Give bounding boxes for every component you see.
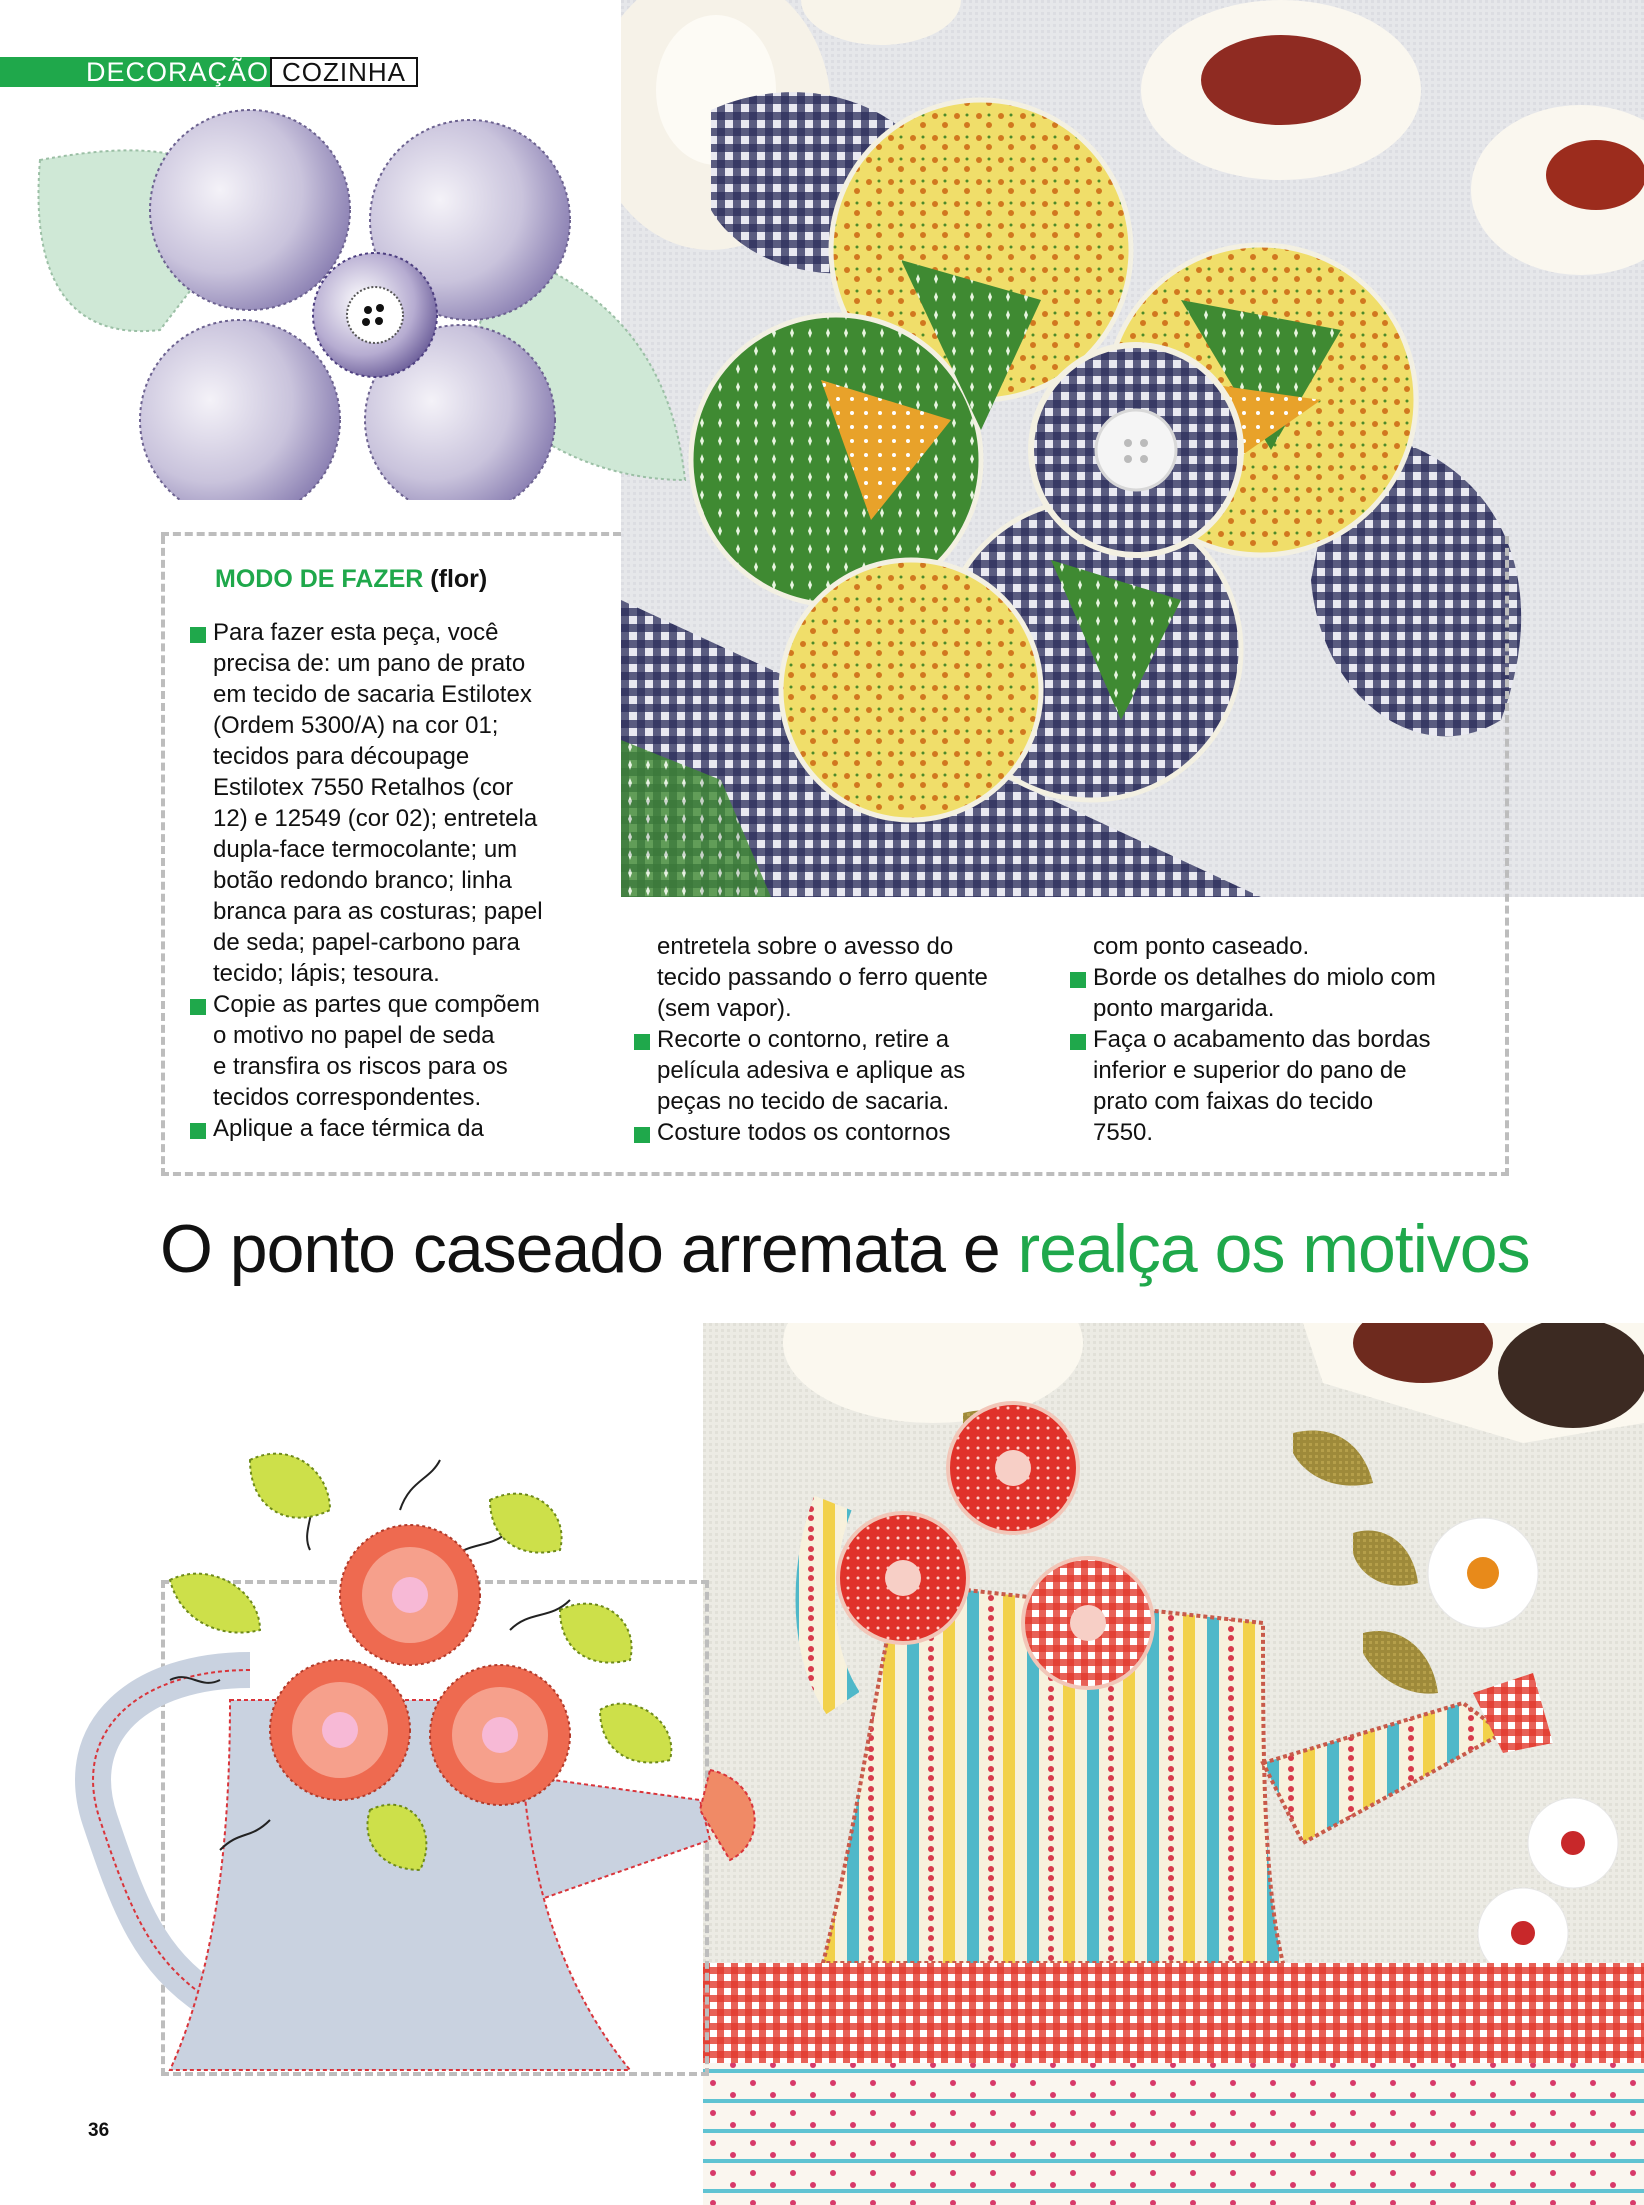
instruction-item: Copie as partes que compõem o motivo no papel de seda e transfira os riscos para os tecidos correspondentes. — [188, 989, 608, 1113]
instruction-item: Costure todos os contornos — [632, 1117, 1052, 1148]
instructions-heading-main: MODO DE FAZER — [215, 565, 424, 593]
instruction-item: Para fazer esta peça, você precisa de: um pano de prato em tecido de sacaria Estilotex (Ordem 5300/A) na cor 01; tecidos para découpage Estilotex 7550 Retalhos (cor 12) e 12549 (cor 02); entretela dupla-face termocolante; um botão redondo branco; linha branca para as costuras; papel de seda; papel-carbono para tecido; lápis; tesoura. — [188, 617, 608, 989]
section-label: DECORAÇÃO — [86, 57, 270, 87]
instructions-column-1 — [188, 617, 608, 1144]
page-number: 36 — [88, 2120, 110, 2141]
headline-part-1: O ponto caseado arremata e — [160, 1211, 1018, 1287]
instructions-column-3 — [1068, 931, 1498, 1148]
instruction-item-continuation: com ponto caseado. — [1093, 933, 1310, 960]
instruction-item: Faça o acabamento das bordas inferior e superior do pano de prato com faixas do tecido 7550. — [1068, 1024, 1498, 1148]
page-headline — [160, 1210, 1530, 1288]
instruction-item-continuation: entretela sobre o avesso do tecido passando o ferro quente (sem vapor). — [657, 933, 988, 1022]
flower-illustration — [30, 100, 690, 500]
instruction-item: Recorte o contorno, retire a película adesiva e aplique as peças no tecido de sacaria. — [632, 1024, 1052, 1117]
instructions-heading-paren: (flor) — [423, 565, 488, 593]
section-sublabel: COZINHA — [270, 57, 418, 87]
instruction-item: Aplique a face térmica da — [188, 1113, 608, 1144]
instructions-heading — [215, 565, 487, 594]
instructions-column-2 — [632, 931, 1052, 1148]
watering-can-illustration — [70, 1440, 770, 2080]
watering-can-applique-photo — [703, 1323, 1644, 2205]
instruction-item: Borde os detalhes do miolo com ponto margarida. — [1068, 962, 1498, 1024]
headline-part-2: realça os motivos — [1017, 1211, 1530, 1287]
